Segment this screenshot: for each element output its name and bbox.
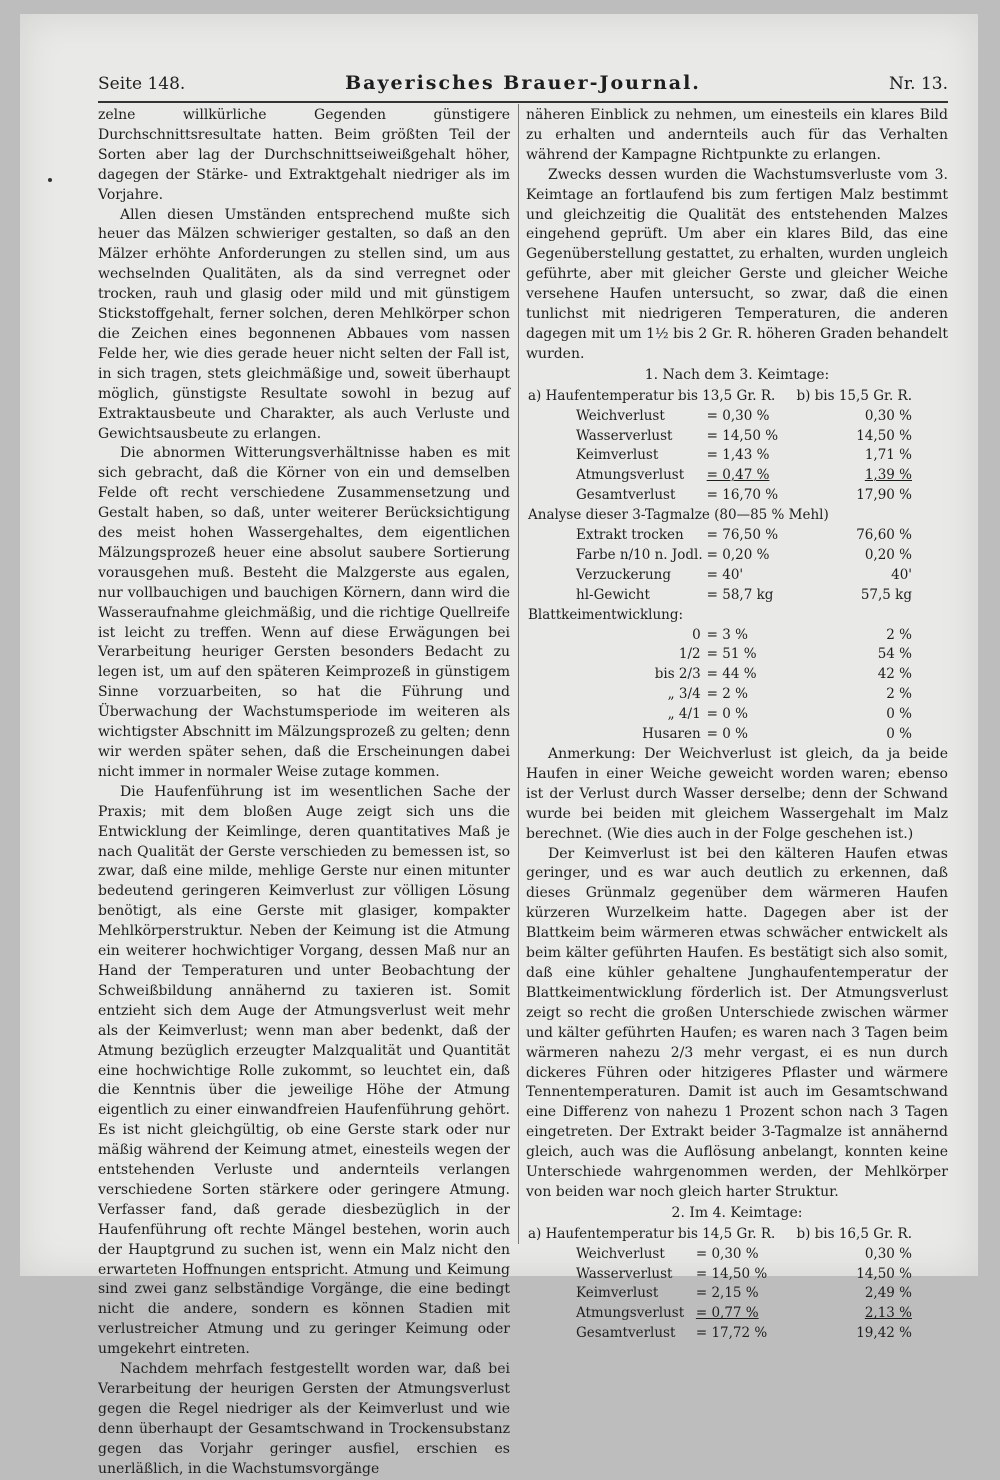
- table-row: [526, 407, 948, 427]
- table1-col-a: a) Haufentemperatur bis 13,5 Gr. R.: [528, 387, 776, 404]
- value-a: = 0,20 %: [706, 546, 770, 563]
- value-a: = 51 %: [706, 646, 757, 663]
- row-label: „ 4/1: [667, 706, 701, 723]
- row-label: Weichverlust: [576, 1245, 665, 1262]
- table-row: [526, 725, 948, 745]
- paragraph: Die abnormen Witterungsverhältnisse haben es mit sich gebracht, daß die Körner von ein und demselben Felde oft recht verschiedene Zusammensetzung und Gestalt haben, so daß, unter weiterer Berücksichtigung des meist hohen Wassergehaltes, dem eigentlichen Mälzungsprozeß heuer eine absolut saubere Sortierung vorausgehen muß. Besteht die Malzgerste aus egalen, nur vollbauchigen und bauchigen Körnern, dann wird die Wasseraufnahme gleichmäßig, und die richtige Quellreife ist leicht zu treffen. Wenn auf diese Erwägungen bei Verarbeitung heuriger Gersten besonders Bedacht zu legen ist, um auf den späteren Keimprozeß in günstigem Sinne vorzuarbeiten, so hat die Führung und Überwachung der Wachstumsperiode im weiteren als wichtigster Abschnitt im Mälzungsprozeß zu gelten; denn wir werden später sehen, daß die Erscheinungen dabei nicht immer in normaler Weise zutage kommen.: [98, 445, 510, 780]
- value-a: = 14,50 %: [706, 427, 779, 444]
- row-label: 0: [692, 626, 701, 643]
- table-row: [526, 645, 948, 665]
- row-label: Atmungsverlust: [576, 1305, 685, 1322]
- row-label: Verzuckerung: [576, 566, 671, 583]
- table-row: [526, 1304, 948, 1324]
- value-b: 0 %: [886, 726, 912, 743]
- table2-col-b: b) bis 16,5 Gr. R.: [796, 1225, 912, 1242]
- value-a: = 0,30 %: [695, 1245, 759, 1262]
- row-label: Wasserverlust: [576, 427, 673, 444]
- paragraph: Allen diesen Umständen entsprechend mußte sich heuer das Mälzen schwieriger gestalten, so daß an den Mälzer erhöhte Anforderungen zu stellen sind, um aus wechselnden Qualitäten, als da sind verregnet oder trocken, rauh und glasig oder mild und mit günstigem Stickstoffgehalt, ferner solchen, deren Mehlkörper schon die Zeichen eines begonnenen Abbaues vom nassen Felde her, wie dies gerade heuer nicht selten der Fall ist, in sich tragen, stets gleichmäßige und, soweit überhaupt möglich, günstigste Resultate sowohl in bezug auf Extraktausbeute und Charakter, als auch Verluste und Gewichtsausbeute zu erlangen.: [98, 206, 510, 442]
- row-label: bis 2/3: [654, 666, 701, 683]
- paragraph: Zwecks dessen wurden die Wachstumsverluste vom 3. Keimtage an fortlaufend bis zum fertigen Malz bestimmt und gleichzeitig die Qualität des entstehenden Malzes eingehend geprüft. Um aber ein klares Bild, das eine Gegenüberstellung gestattet, zu erhalten, wurden ungleich geführte, aber mit gleicher Gerste und gleicher Weiche versehene Haufen untersucht, so zwar, daß die einen tunlichst mit niedrigeren Temperaturen, die anderen dagegen mit um 1½ bis 2 Gr. R. höheren Graden behandelt wurden.: [526, 166, 948, 362]
- paragraph: Nachdem mehrfach festgestellt worden war, daß bei Verarbeitung der heurigen Gersten der Atmungsverlust gegen die Regel niedriger als der Keimverlust und wie denn überhaupt der Gesamtschwand in Trockensubstanz gegen das Vorjahr geringer ausfiel, erschien es unerläßlich, in die Wachstumsvorgänge: [98, 1361, 510, 1477]
- page-header: [98, 72, 948, 100]
- value-b: 2 %: [886, 626, 912, 643]
- value-a: = 76,50 %: [706, 527, 779, 544]
- table1-col-b: b) bis 15,5 Gr. R.: [796, 387, 912, 404]
- table-row: [526, 466, 948, 486]
- value-a: = 40': [706, 566, 744, 583]
- value-b: 19,42 %: [856, 1325, 912, 1342]
- value-a: = 3 %: [706, 626, 748, 643]
- table1-title: 1. Nach dem 3. Keimtage:: [644, 366, 830, 383]
- table-row: [526, 685, 948, 705]
- row-label: „ 3/4: [667, 686, 701, 703]
- value-b: 14,50 %: [856, 427, 912, 444]
- table-row: [526, 486, 948, 506]
- paragraph: Die Haufenführung ist im wesentlichen Sache der Praxis; mit dem bloßen Auge zeigt sich uns die Entwicklung der Keimlinge, deren quantitatives Maß je nach Qualität der Gerste verschieden zu bemessen ist, so zwar, daß eine milde, mehlige Gerste nur einen mitunter bedeutend geringeren Keimverlust zur völligen Lösung benötigt, als eine Gerste mit glasiger, kompakter Mehlkörperstruktur. Neben der Keimung ist die Atmung ein weiterer hochwichtiger Vorgang, dessen Maß nur an Hand der Temperaturen und unter Beobachtung der Schweißbildung annähernd zu taxieren ist. Somit entzieht sich dem Auge der Atmungsverlust weit mehr als der Keimverlust; wenn man aber bedenkt, daß der Atmung bezüglich erzeugter Malzqualität und Quantität eine hochwichtige Rolle zukommt, so leuchtet ein, daß die Kenntnis über die jeweilige Höhe der Atmung eigentlich zu einer einwandfreien Haufenführung gehört. Es ist nicht gleichgültig, ob eine Gerste stark oder nur mäßig während der Keimung atmet, einesteils wegen der entstehenden Verluste und andernteils verlangen verschiedene Sorten stärkere oder geringere Atmung. Verfasser fand, daß gerade diesbezüglich in der Haufenführung oft rechte Mängel bestehen, worin auch der Hauptgrund zu suchen ist, wenn ein Malz nicht den erwarteten Hoffnungen entspricht. Atmung und Keimung sind zwei ganz selbständige Vorgänge, die eine bedingt nicht die andere, sondern es können Stadien mit verlustreicher Atmung und zu geringer Keimung oder umgekehrt eintreten.: [98, 783, 510, 1358]
- table-row: [526, 1265, 948, 1285]
- value-b: 40': [891, 566, 912, 583]
- value-b: 14,50 %: [856, 1265, 912, 1282]
- value-a: = 44 %: [706, 666, 757, 683]
- growth-title: Blattkeimentwicklung:: [528, 606, 684, 623]
- table2-title: 2. Im 4. Keimtage:: [671, 1204, 803, 1221]
- value-a: = 0,47 %: [706, 467, 770, 484]
- table-row: [526, 1284, 948, 1304]
- header-rule: [98, 101, 948, 103]
- issue-number: Nr. 13.: [889, 74, 948, 94]
- value-b: 0 %: [886, 706, 912, 723]
- value-b: 2,13 %: [864, 1305, 912, 1322]
- right-column: [526, 106, 948, 1344]
- row-label: Keimverlust: [576, 1285, 659, 1302]
- table-row: [526, 1324, 948, 1344]
- row-label: Wasserverlust: [576, 1265, 673, 1282]
- value-a: = 0,77 %: [695, 1305, 759, 1322]
- row-label: Farbe n/10 n. Jodl.: [576, 546, 703, 563]
- table2-col-a: a) Haufentemperatur bis 14,5 Gr. R.: [528, 1225, 776, 1242]
- value-a: = 16,70 %: [706, 487, 779, 504]
- paragraph: Der Keimverlust ist bei den kälteren Haufen etwas geringer, und es war auch deutlich zu erkennen, daß dieses Grünmalz gegenüber dem wärmeren Haufen kürzeren Wurzelkeim hatte. Dagegen aber ist der Blattkeim beim wärmeren etwas schwächer entwickelt als beim kälter geführten Haufen. Es bestätigt sich also somit, daß eine kühler gehaltene Junghaufentemperatur der Blattkeimentwicklung förderlich ist. Der Atmungsverlust zeigt so recht die großen Unterschiede zwischen wärmer und kälter geführten Haufen; es waren nach 3 Tagen beim wärmeren nahezu 2/3 mehr vergast, ei es nun durch dickeres Führen oder hitzigeres Pflaster und wärmere Tennentemperaturen. Damit ist auch im Gesamtschwand eine Differenz von nahezu 1 Prozent schon nach 3 Tagen eingetreten. Der Extrakt beider 3-Tagmalze ist annähernd gleich, auch was die Auflösung anbelangt, konnten keine Unterschiede wahrgenommen werden, der Mehlkörper von beiden war noch gleich harter Struktur.: [526, 845, 948, 1200]
- table-row: [526, 546, 948, 566]
- value-b: 1,39 %: [864, 467, 912, 484]
- table1-header-row: [526, 387, 948, 407]
- value-a: = 0 %: [706, 726, 748, 743]
- value-b: 76,60 %: [856, 527, 912, 544]
- table-row: [526, 566, 948, 586]
- table-row: [526, 427, 948, 447]
- ink-spot: [48, 178, 52, 182]
- value-b: 42 %: [877, 666, 912, 683]
- journal-title: Bayerisches Brauer-Journal.: [345, 72, 701, 94]
- row-label: 1/2: [678, 646, 701, 663]
- analysis-title-row: [526, 506, 948, 526]
- row-label: Gesamtverlust: [576, 487, 676, 504]
- value-a: = 17,72 %: [695, 1325, 768, 1342]
- table-row: [526, 1245, 948, 1265]
- table-row: [526, 526, 948, 546]
- value-b: 2,49 %: [864, 1285, 912, 1302]
- value-b: 17,90 %: [856, 487, 912, 504]
- value-a: = 14,50 %: [695, 1265, 768, 1282]
- left-column: [98, 106, 510, 1480]
- paragraph: Anmerkung: Der Weichverlust ist gleich, da ja beide Haufen in einer Weiche geweicht worden waren; ebenso ist der Verlust durch Wasser derselbe; denn der Schwand wurde bei beiden mit gleichem Wassergehalt im Malz berechnet. (Wie dies auch in der Folge geschehen ist.): [526, 746, 948, 842]
- value-a: = 58,7 kg: [706, 586, 774, 603]
- value-a: = 1,43 %: [706, 447, 770, 464]
- value-b: 2 %: [886, 686, 912, 703]
- page-number: Seite 148.: [98, 74, 186, 94]
- value-a: = 0 %: [706, 706, 748, 723]
- table-row: [526, 586, 948, 606]
- paragraph: zelne willkürliche Gegenden günstigere Durchschnittsresultate hatten. Beim größten Teil der Sorten aber lag der Durchschnittseiweißgehalt höher, dagegen der Stärke- und Extraktgehalt niedriger als im Vorjahre.: [98, 107, 510, 203]
- analysis-title: Analyse dieser 3-Tagmalze (80—85 % Mehl): [528, 507, 829, 524]
- table-row: [526, 626, 948, 646]
- value-b: 0,30 %: [864, 407, 912, 424]
- row-label: hl-Gewicht: [576, 586, 650, 603]
- value-b: 57,5 kg: [860, 586, 912, 603]
- row-label: Husaren: [642, 726, 701, 743]
- table2: [526, 1225, 948, 1344]
- value-b: 1,71 %: [864, 447, 912, 464]
- paragraph: näheren Einblick zu nehmen, um einesteils ein klares Bild zu erhalten und andernteils auch für das Verhalten während der Kampagne Richtpunkte zu erlangen.: [526, 107, 948, 163]
- table2-header-row: [526, 1225, 948, 1245]
- row-label: Extrakt trocken: [576, 527, 684, 544]
- row-label: Atmungsverlust: [576, 467, 685, 484]
- table-row: [526, 705, 948, 725]
- value-b: 0,20 %: [864, 546, 912, 563]
- growth-title-row: [526, 606, 948, 626]
- value-a: = 2,15 %: [695, 1285, 759, 1302]
- value-b: 54 %: [877, 646, 912, 663]
- value-b: 0,30 %: [864, 1245, 912, 1262]
- row-label: Weichverlust: [576, 407, 665, 424]
- value-a: = 2 %: [706, 686, 748, 703]
- column-divider: [518, 104, 519, 1244]
- row-label: Gesamtverlust: [576, 1325, 676, 1342]
- table1: [526, 387, 948, 745]
- row-label: Keimverlust: [576, 447, 659, 464]
- value-a: = 0,30 %: [706, 407, 770, 424]
- table-row: [526, 665, 948, 685]
- table-row: [526, 446, 948, 466]
